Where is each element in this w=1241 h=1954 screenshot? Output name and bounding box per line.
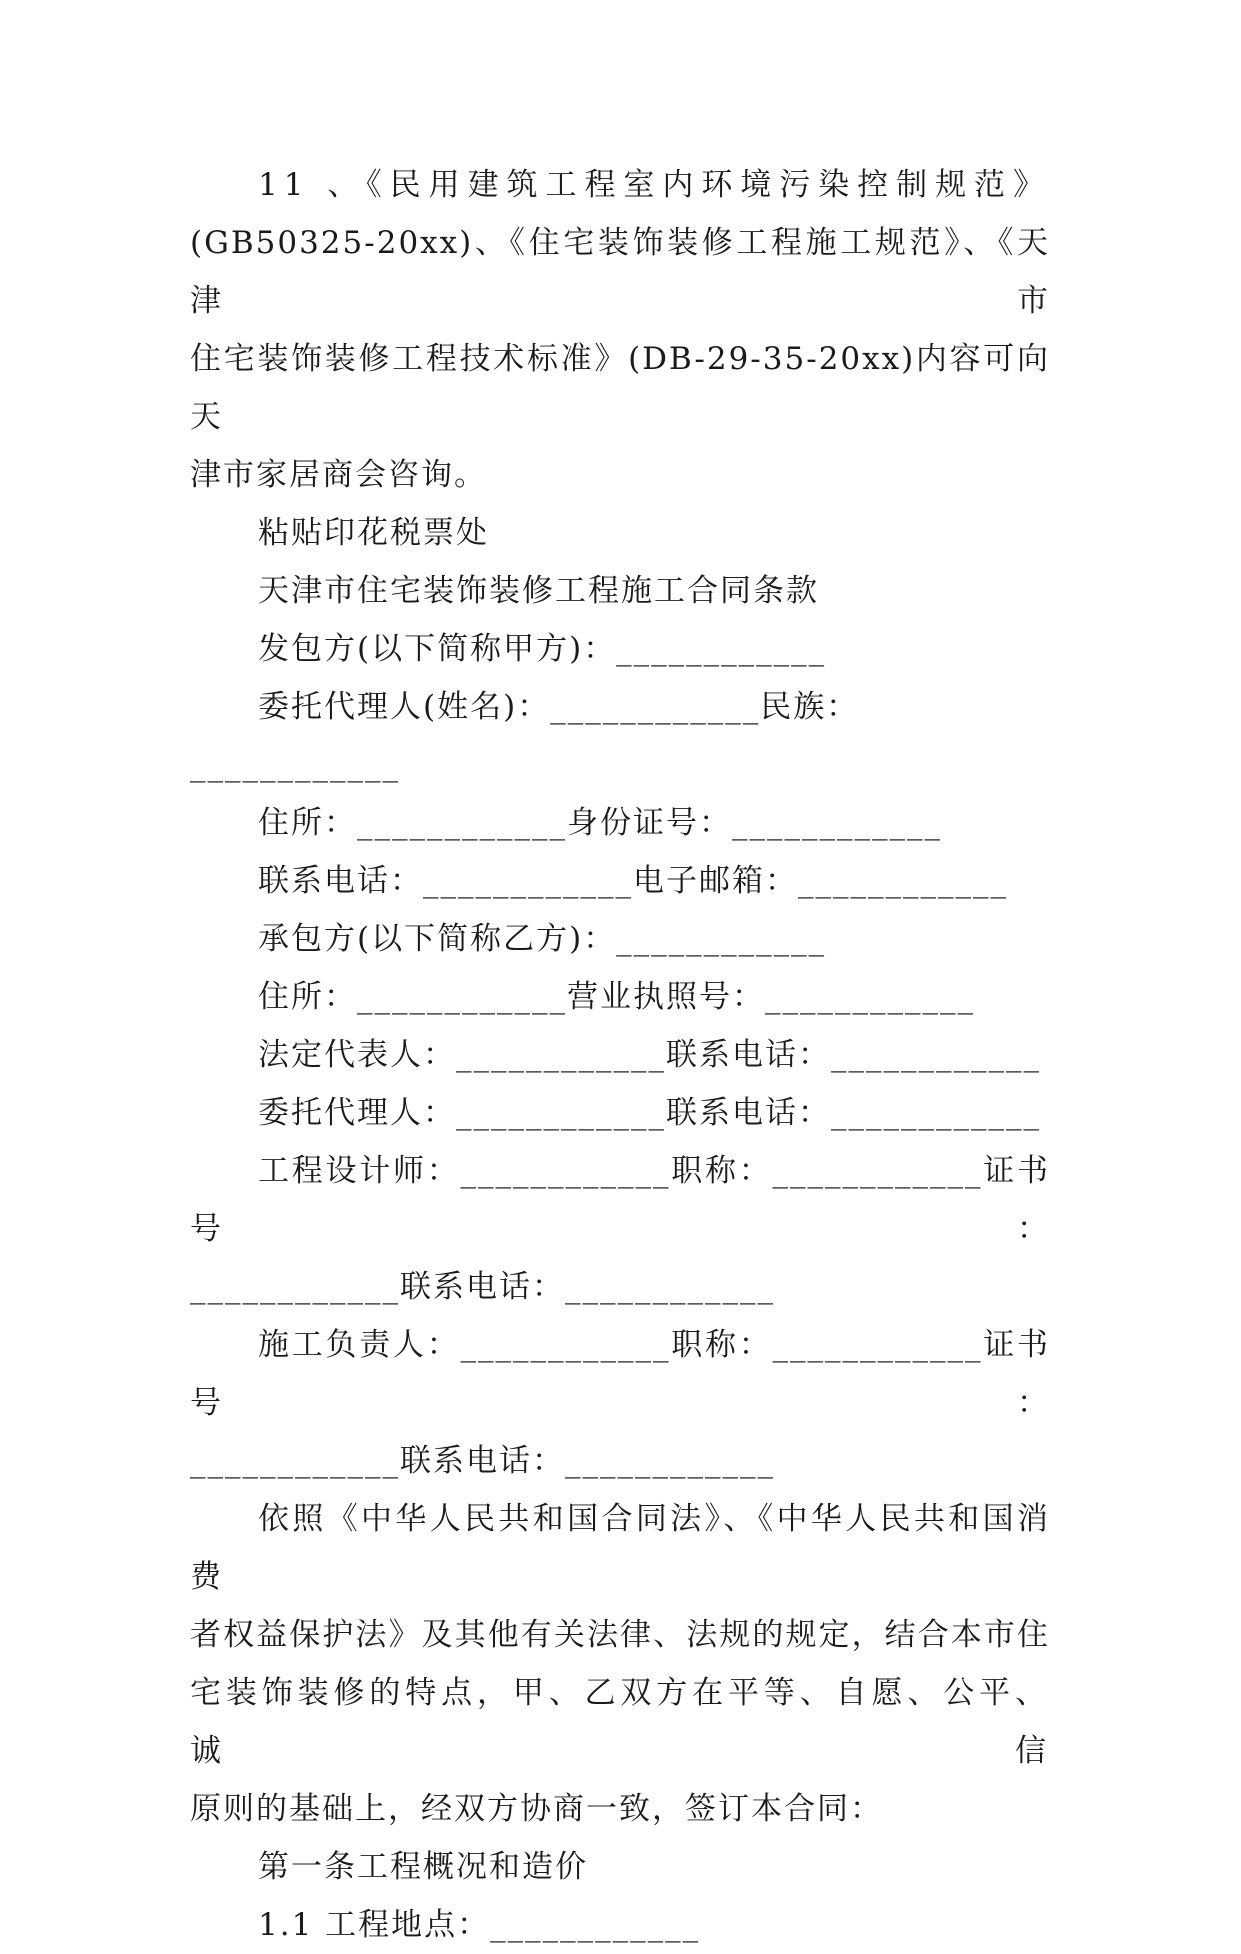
stamp-note: 粘贴印花税票处	[258, 515, 489, 551]
reference-paragraph-line: (GB50325-20xx)、《住宅装饰装修工程施工规范》、《天津市	[190, 225, 1050, 319]
manager-field-cont: ____________联系电话：____________	[190, 1443, 775, 1479]
reference-paragraph-line: 11 、《民用建筑工程室内环境污染控制规范》	[258, 167, 1050, 203]
party-b-field: 承包方(以下简称乙方)：____________	[258, 921, 827, 957]
contact-a-field: 联系电话：____________电子邮箱：____________	[258, 863, 1008, 899]
legal-basis-line: 依照《中华人民共和国合同法》、《中华人民共和国消费	[190, 1501, 1050, 1595]
agent-a-field: 委托代理人(姓名)：____________民族：____________	[190, 689, 860, 783]
legal-basis-line: 宅装饰装修的特点，甲、乙双方在平等、自愿、公平、诚信	[190, 1675, 1050, 1769]
manager-field: 施工负责人：____________职称：____________证书号：	[190, 1327, 1050, 1421]
article-heading: 第一条工程概况和造价	[258, 1849, 588, 1885]
document-body	[190, 156, 1050, 1954]
agent-b-field: 委托代理人：____________联系电话：____________	[258, 1095, 1041, 1131]
legal-rep-field: 法定代表人：____________联系电话：____________	[258, 1037, 1041, 1073]
designer-field: 工程设计师：____________职称：____________证书号：	[190, 1153, 1050, 1247]
project-location-field: 1.1 工程地点：____________	[258, 1907, 701, 1943]
contract-title: 天津市住宅装饰装修工程施工合同条款	[258, 573, 819, 609]
reference-paragraph-line: 住宅装饰装修工程技术标准》(DB-29-35-20xx)内容可向天	[190, 341, 1050, 435]
legal-basis-line: 者权益保护法》及其他有关法律、法规的规定，结合本市住	[190, 1617, 1050, 1653]
address-b-field: 住所：____________营业执照号：____________	[258, 979, 975, 1015]
reference-paragraph-line: 津市家居商会咨询。	[190, 457, 487, 493]
address-a-field: 住所：____________身份证号：____________	[258, 805, 942, 841]
legal-basis-line: 原则的基础上，经双方协商一致，签订本合同：	[190, 1791, 883, 1827]
designer-field-cont: ____________联系电话：____________	[190, 1269, 775, 1305]
party-a-field: 发包方(以下简称甲方)：____________	[258, 631, 827, 667]
